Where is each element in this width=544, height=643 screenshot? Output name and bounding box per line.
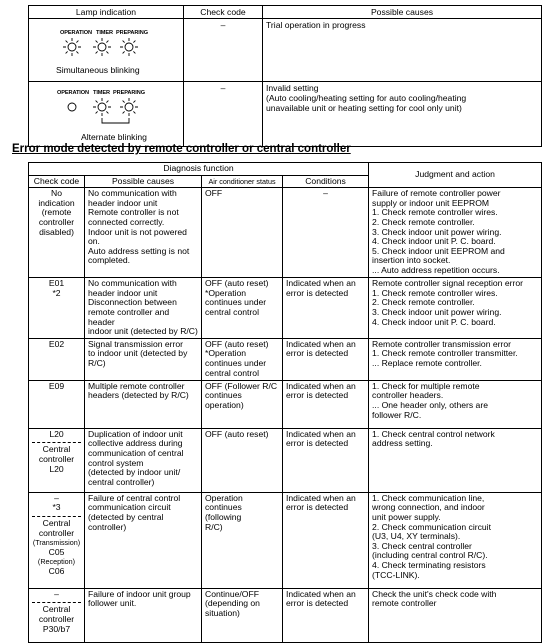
check-code-cell: No indication (remote controller disabled) (29, 188, 85, 278)
dashed-divider (32, 602, 81, 603)
check-code-cell: E02 (29, 338, 85, 380)
ac-status-cell: Continue/OFF (depending on situation) (202, 588, 283, 642)
lamp-label-timer: TIMER (96, 30, 113, 36)
table-row (29, 188, 542, 278)
lamp-row (29, 19, 542, 82)
conditions-cell: Indicated when an error is detected (283, 380, 369, 428)
possible-causes-cell: Failure of central control communication circuit (detected by central controller) (85, 492, 202, 588)
lamp-header: Lamp indication (29, 6, 184, 19)
lamp-label-operation: OPERATION (57, 90, 89, 96)
check-code-cell: E01 *2 (29, 278, 85, 339)
possible-causes-cell: Failure of indoor unit group follower unit. (85, 588, 202, 642)
ac-status-cell: Operation continues (following R/C) (202, 492, 283, 588)
check-code-cell: – (184, 82, 263, 147)
lamp-label-preparing: PREPARING (113, 90, 145, 96)
judgment-cell: 1. Check for multiple remote controller headers. ... One header only, others are follower R/C. (369, 380, 542, 428)
lamp-cell (29, 82, 184, 147)
lamp-label-timer: TIMER (93, 90, 110, 96)
check-code-header: Check code (184, 6, 263, 19)
judgment-cell: 1. Check communication line, wrong connection, and indoor unit power supply. 2. Check communication circuit (U3, U4, XY terminals). 3. Check central controller (including central control R/C). 4. Check terminating resistors (TCC-LINK). (369, 492, 542, 588)
judgment-header: Judgment and action (369, 163, 542, 188)
check-code-header: Check code (29, 175, 85, 188)
diagnosis-function-header: Diagnosis function (29, 163, 369, 176)
lamp-label-operation: OPERATION (60, 30, 92, 36)
possible-causes-header: Possible causes (85, 175, 202, 188)
causes-cell: Invalid setting (Auto cooling/heating setting for auto cooling/heating unavailable unit or heating setting for cool only unit) (263, 82, 542, 147)
lamp-cell (29, 19, 184, 82)
check-code-cell: – (184, 19, 263, 82)
lamp-caption: Alternate blinking (81, 132, 147, 142)
ac-status-cell: OFF (Follower R/C continues operation) (202, 380, 283, 428)
alternate-lamps-icon (62, 96, 172, 134)
table-row (29, 338, 542, 380)
ac-status-cell: OFF (auto reset) *Operation continues under central control (202, 338, 283, 380)
dashed-divider (32, 442, 81, 443)
check-code-cell: E09 (29, 380, 85, 428)
possible-causes-cell: Signal transmission error to indoor unit (detected by R/C) (85, 338, 202, 380)
lamp-indication-table (28, 5, 542, 147)
ac-status-cell: OFF (auto reset) (202, 428, 283, 492)
possible-causes-cell: Duplication of indoor unit collective address during communication of central control system (detected by indoor unit/ central controller) (85, 428, 202, 492)
conditions-cell: – (283, 188, 369, 278)
conditions-header: Conditions (283, 175, 369, 188)
conditions-cell: Indicated when an error is detected (283, 588, 369, 642)
diagnosis-table (28, 162, 542, 643)
table-row (29, 380, 542, 428)
table-row (29, 278, 542, 339)
ac-status-header: Air conditioner status (202, 175, 283, 188)
check-code-cell: – Central controller P30/b7 (29, 588, 85, 642)
possible-causes-cell: Multiple remote controller headers (detected by R/C) (85, 380, 202, 428)
table-row (29, 492, 542, 588)
table-row (29, 428, 542, 492)
judgment-cell: Remote controller signal reception error 1. Check remote controller wires. 2. Check remote controller. 3. Check indoor unit power wiring. 4. Check indoor unit P. C. board. (369, 278, 542, 339)
conditions-cell: Indicated when an error is detected (283, 338, 369, 380)
check-code-cell: L20 Central controller L20 (29, 428, 85, 492)
conditions-cell: Indicated when an error is detected (283, 492, 369, 588)
causes-cell: Trial operation in progress (263, 19, 542, 82)
possible-causes-cell: No communication with header indoor unit Remote controller is not connected correctly. Indoor unit is not powered on. Auto address setting is not completed. (85, 188, 202, 278)
possible-causes-header: Possible causes (263, 6, 542, 19)
ac-status-cell: OFF (auto reset) *Operation continues under central control (202, 278, 283, 339)
conditions-cell: Indicated when an error is detected (283, 428, 369, 492)
section-title: Error mode detected by remote controller or central controller (12, 143, 351, 155)
lamp-label-preparing: PREPARING (116, 30, 148, 36)
lamp-caption: Simultaneous blinking (56, 65, 140, 75)
possible-causes-cell: No communication with header indoor unit Disconnection between remote controller and header indoor unit (detected by R/C) (85, 278, 202, 339)
conditions-cell: Indicated when an error is detected (283, 278, 369, 339)
judgment-cell: Check the unit's check code with remote controller (369, 588, 542, 642)
dashed-divider (32, 516, 81, 517)
judgment-cell: Remote controller transmission error 1. Check remote controller transmitter. ... Replace remote controller. (369, 338, 542, 380)
ac-status-cell: OFF (202, 188, 283, 278)
table-row (29, 588, 542, 642)
check-code-cell: – *3 Central controller (Transmission) C05 (Reception) C06 (29, 492, 85, 588)
judgment-cell: Failure of remote controller power supply or indoor unit EEPROM 1. Check remote controller wires. 2. Check remote controller. 3. Check indoor unit power wiring. 4. Check indoor unit P. C. board. 5. Check indoor unit EEPROM and insertion into socket. ... Auto address repetition occurs. (369, 188, 542, 278)
blinking-lamps-icon (62, 36, 172, 58)
judgment-cell: 1. Check central control network address setting. (369, 428, 542, 492)
lamp-row (29, 82, 542, 147)
